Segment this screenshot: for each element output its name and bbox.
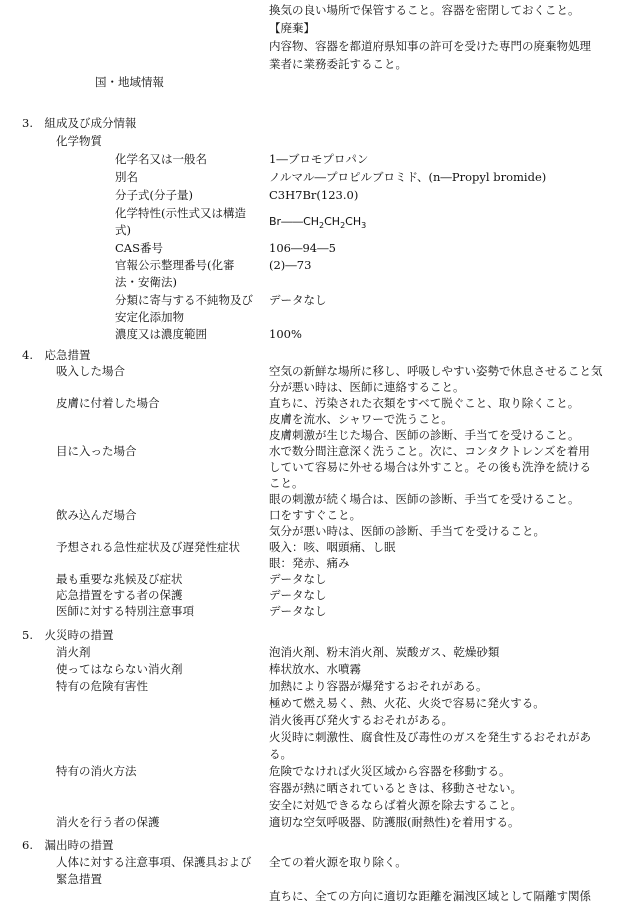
skin-line-3: 皮膚刺激が生じた場合、医師の診断、手当てを受けること。	[269, 428, 580, 442]
inhale-line-2: 分が悪い時は、医師に連絡すること。	[269, 380, 465, 394]
fire-hazard-label: 特有の危険有害性	[56, 679, 148, 693]
section-4-title: 4. 応急措置	[22, 348, 91, 362]
eye-line-4: 眼の刺激が続く場合は、医師の診断、手当てを受けること。	[269, 492, 580, 506]
first-aider-value: データなし	[269, 588, 327, 602]
skin-label: 皮膚に付着した場合	[56, 396, 160, 410]
doctor-note-label: 医師に対する特別注意事項	[56, 604, 194, 618]
fire-hazard-line-3: 消火後再び発火するおそれがある。	[269, 713, 453, 727]
gazette-value: (2)―73	[269, 258, 312, 272]
personal-line-2: 直ちに、全ての方向に適切な距離を漏洩区域として隔離す関係	[269, 889, 591, 903]
chem-name-value: 1―ブロモプロパン	[269, 152, 369, 166]
fire-hazard-line-5: る。	[269, 747, 292, 761]
symptom-line-2: 眼：発赤、痛み	[269, 556, 350, 570]
personal-label-2: 緊急措置	[56, 872, 102, 886]
region-info-label: 国・地域情報	[95, 75, 164, 89]
gazette-label-1: 官報公示整理番号(化審	[115, 258, 235, 272]
impurity-value: データなし	[269, 293, 327, 307]
formula-part-c: CH	[345, 215, 362, 228]
skin-line-2: 皮膚を流水、シャワーで洗うこと。	[269, 412, 453, 426]
firefighter-label: 消火を行う者の保護	[56, 815, 160, 829]
skin-line-1: 直ちに、汚染された衣類をすべて脱ぐこと、取り除くこと。	[269, 396, 580, 410]
swallow-line-2: 気分が悪い時は、医師の診断、手当てを受けること。	[269, 524, 545, 538]
section-3-subtitle: 化学物質	[56, 134, 102, 148]
fire-method-line-3: 安全に対処できるならば着火源を除去すること。	[269, 798, 522, 812]
formula-part-a: Br――CH	[269, 215, 320, 228]
chem-name-label: 化学名又は一般名	[115, 152, 207, 166]
concentration-label: 濃度又は濃度範囲	[115, 327, 207, 341]
formula-value: C3H7Br(123.0)	[269, 188, 359, 202]
eye-label: 目に入った場合	[56, 444, 137, 458]
first-aider-label: 応急措置をする者の保護	[56, 588, 183, 602]
formula-sub-a: 2	[319, 221, 325, 231]
agent-value: 泡消火剤、粉末消火剤、炭酸ガス、乾燥砂類	[269, 645, 500, 659]
fire-hazard-line-2: 極めて燃え易く、熱、火花、火炎で容易に発火する。	[269, 696, 545, 710]
section-6-title: 6. 漏出時の措置	[22, 838, 114, 852]
eye-line-1: 水で数分間注意深く洗うこと。次に、コンタクトレンズを着用	[269, 444, 590, 458]
disposal-heading: 【廃棄】	[269, 21, 315, 35]
swallow-label: 飲み込んだ場合	[56, 508, 137, 522]
disposal-line-1: 内容物、容器を都道府県知事の許可を受けた専門の廃棄物処理	[269, 39, 591, 53]
formula-sub-b: 2	[340, 221, 346, 231]
section-5-title: 5. 火災時の措置	[22, 628, 114, 642]
section-3-title: 3. 組成及び成分情報	[22, 116, 137, 130]
alias-value: ノルマル―プロピルブロミド、(n―Propyl bromide)	[269, 170, 547, 184]
concentration-value: 100%	[269, 327, 302, 341]
fire-method-line-2: 容器が熱に晒されているときは、移動させない。	[269, 781, 522, 795]
formula-label: 分子式(分子量)	[115, 188, 193, 202]
structure-label-2: 式)	[115, 223, 131, 237]
formula-sub-c: 3	[361, 221, 367, 231]
cas-label: CAS番号	[115, 241, 163, 255]
fire-method-line-1: 危険でなければ火災区域から容器を移動する。	[269, 764, 511, 778]
important-label: 最も重要な兆候及び症状	[56, 572, 183, 586]
inhale-label: 吸入した場合	[56, 364, 125, 378]
forbidden-agent-label: 使ってはならない消火剤	[56, 662, 183, 676]
symptom-label: 予想される急性症状及び遅発性症状	[56, 540, 240, 554]
structure-formula	[269, 214, 366, 234]
symptom-line-1: 吸入：咳、咽頭痛、し眠	[269, 540, 396, 554]
impurity-label-2: 安定化添加物	[115, 310, 184, 324]
eye-line-2: していて容易に外せる場合は外すこと。その後も洗浄を続ける	[269, 460, 591, 474]
personal-line-1: 全ての着火源を取り除く。	[269, 855, 407, 869]
doctor-note-value: データなし	[269, 604, 327, 618]
fire-hazard-line-4: 火災時に刺激性、腐食性及び毒性のガスを発生するおそれがあ	[269, 730, 591, 744]
fire-method-label: 特有の消火方法	[56, 764, 137, 778]
personal-label-1: 人体に対する注意事項、保護具および	[56, 855, 252, 869]
fire-hazard-line-1: 加熱により容器が爆発するおそれがある。	[269, 679, 488, 693]
structure-label-1: 化学特性(示性式又は構造	[115, 206, 246, 220]
firefighter-value: 適切な空気呼吸器、防護服(耐熱性)を着用する。	[269, 815, 520, 829]
inhale-line-1: 空気の新鮮な場所に移し、呼吸しやすい姿勢で休息させること気	[269, 364, 603, 378]
cas-value: 106―94―5	[269, 241, 336, 255]
impurity-label-1: 分類に寄与する不純物及び	[115, 293, 253, 307]
storage-line: 換気の良い場所で保管すること。容器を密閉しておくこと。	[269, 3, 580, 17]
important-value: データなし	[269, 572, 327, 586]
agent-label: 消火剤	[56, 645, 91, 659]
swallow-line-1: 口をすすぐこと。	[269, 508, 362, 522]
gazette-label-2: 法・安衛法)	[115, 275, 177, 289]
eye-line-3: こと。	[269, 476, 304, 490]
forbidden-agent-value: 棒状放水、水噴霧	[269, 662, 361, 676]
disposal-line-2: 業者に業務委託すること。	[269, 57, 407, 71]
alias-label: 別名	[115, 170, 138, 184]
formula-part-b: CH	[324, 215, 341, 228]
